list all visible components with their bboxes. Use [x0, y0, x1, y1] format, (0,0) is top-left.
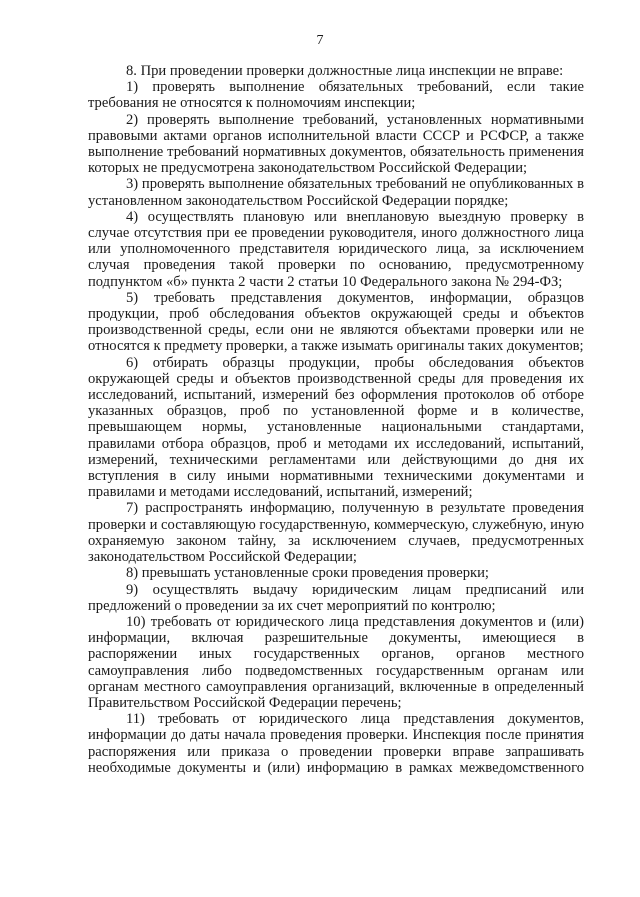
paragraph-subitem-7: 7) распространять информацию, полученную в результате проведения проверки и составляющую государственную, коммерческую, служебную, иную охраняемую законом тайну, за исключением случаев, предусмотренных законодательством Российской Федерации;	[88, 500, 584, 566]
paragraph-subitem-3: 3) проверять выполнение обязательных требований не опубликованных в установленном законодательством Российской Федерации порядке;	[88, 176, 584, 209]
paragraph-item-8-intro: 8. При проведении проверки должностные лица инспекции не вправе:	[126, 63, 564, 79]
paragraph-subitem-1: 1) проверять выполнение обязательных требований, если такие требования не относятся к полномочиям инспекции;	[88, 79, 584, 112]
paragraph-subitem-9: 9) осуществлять выдачу юридическим лицам предписаний или предложений о проведении за их счет мероприятий по контролю;	[88, 581, 584, 614]
page-number: 7	[316, 33, 324, 48]
paragraph-subitem-6: 6) отбирать образцы продукции, пробы обследования объектов окружающей среды и объектов производственной среды для проведения их исследований, испытаний, измерений без оформления протоколов об отборе указанных образцов, проб по установленной форме и в количестве, превышающем нормы, установленные национальными стандартами, правилами отбора образцов, проб и методами их исследований, испытаний, измерений, техническими регламентами или действующими до дня их вступления в силу иными нормативными техническими документами и правилами и методами исследований, испытаний, измерений;	[88, 354, 584, 501]
paragraph-subitem-11: 11) требовать от юридического лица представления документов, информации до даты начала проведения проверки. Инспекция после принятия распоряжения или приказа о проведении проверки вправе запрашивать необходимые документы и (или) информацию в рамках межведомственного	[88, 711, 584, 776]
paragraph-subitem-10: 10) требовать от юридического лица представления документов и (или) информации, включая разрешительные документы, имеющиеся в распоряжении иных государственных органов, органов местного самоуправления либо подведомственных государственным органам или органам местного самоуправления организаций, включенные в определенный Правительством Российской Федерации перечень;	[88, 613, 584, 711]
paragraph-subitem-8: 8) превышать установленные сроки проведения проверки;	[126, 565, 489, 582]
paragraph-subitem-4: 4) осуществлять плановую или внеплановую выездную проверку в случае отсутствия при ее проведении руководителя, иного должностного лица или уполномоченного представителя юридического лица, за исключением случая проведения такой проверки по основанию, предусмотренному подпунктом «б» пункта 2 части 2 статьи 10 Федерального закона № 294-ФЗ;	[88, 208, 584, 290]
document-body	[88, 63, 584, 776]
paragraph-subitem-5: 5) требовать представления документов, информации, образцов продукции, проб обследования объектов окружающей среды и объектов производственной среды, если они не являются объектами проверки или не относятся к предмету проверки, а также изымать оригиналы таких документов;	[88, 289, 584, 355]
paragraph-subitem-2: 2) проверять выполнение требований, установленных нормативными правовыми актами органов исполнительной власти СССР и РСФСР, а также выполнение требований нормативных документов, обязательность применения которых не предусмотрена законодательством Российской Федерации;	[88, 111, 584, 177]
